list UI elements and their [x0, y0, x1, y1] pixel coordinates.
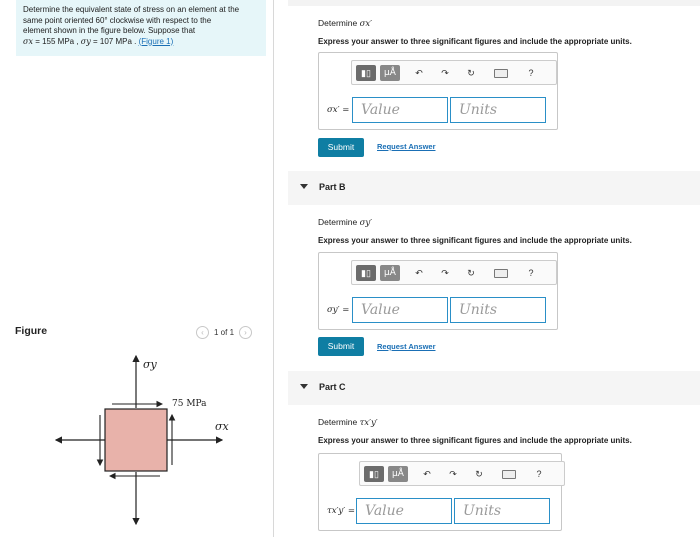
pager-count: 1 of 1	[214, 328, 235, 337]
part-c-units-input[interactable]: Units	[454, 498, 550, 524]
part-c-field-label	[327, 505, 355, 516]
part-b-question-prefix: Determine	[318, 217, 360, 227]
units-mu-icon[interactable]: μÅ	[380, 265, 400, 281]
part-a-request-answer-link[interactable]: Request Answer	[377, 142, 436, 151]
problem-line-1: Determine the equivalent state of stress on an element at the	[23, 5, 240, 14]
part-b-submit-button[interactable]: Submit	[318, 337, 364, 356]
reset-icon[interactable]: ↻	[467, 68, 475, 78]
help-icon[interactable]: ?	[528, 268, 534, 278]
keyboard-icon[interactable]	[494, 269, 508, 278]
reset-icon[interactable]: ↻	[467, 268, 475, 278]
left-panel	[0, 0, 272, 537]
top-strip	[288, 0, 700, 6]
part-a-submit-button[interactable]: Submit	[318, 138, 364, 157]
part-c-toolbar	[359, 461, 565, 486]
caret-down-icon	[300, 184, 308, 189]
part-a-toolbar	[351, 60, 557, 85]
part-c-instruction: Express your answer to three significant figures and include the appropriate units.	[318, 436, 632, 445]
part-a-question	[318, 18, 372, 29]
chevron-left-icon[interactable]: ‹	[196, 326, 209, 339]
help-icon[interactable]: ?	[536, 469, 542, 479]
stress-element-figure	[50, 350, 230, 535]
part-a-instruction: Express your answer to three significant figures and include the appropriate units.	[318, 37, 632, 46]
part-c-answer-box	[318, 453, 562, 531]
label-sigma-x: σx	[215, 420, 229, 433]
undo-icon[interactable]: ↶	[415, 268, 423, 278]
part-c-value-input[interactable]: Value	[356, 498, 452, 524]
part-b-toolbar	[351, 260, 557, 285]
redo-icon[interactable]: ↷	[441, 68, 449, 78]
column-divider	[273, 0, 274, 537]
part-b-field-label-text: σy′ =	[327, 305, 350, 315]
redo-icon[interactable]: ↷	[449, 469, 457, 479]
undo-icon[interactable]: ↶	[415, 68, 423, 78]
part-b-request-answer-link[interactable]: Request Answer	[377, 342, 436, 351]
templates-icon[interactable]: ▮▯	[356, 65, 376, 81]
part-b-units-input[interactable]: Units	[450, 297, 546, 323]
chevron-right-icon[interactable]: ›	[239, 326, 252, 339]
sigma-x-value: = 155 MPa ,	[32, 36, 81, 46]
part-a-symbol: σx′	[359, 19, 373, 29]
part-b-symbol: σy′	[359, 218, 373, 228]
figure-link[interactable]: (Figure 1)	[138, 36, 174, 46]
redo-icon[interactable]: ↷	[441, 268, 449, 278]
problem-line-4	[23, 37, 259, 48]
units-mu-icon[interactable]: μÅ	[380, 65, 400, 81]
keyboard-icon[interactable]	[502, 470, 516, 479]
figure-pager	[196, 326, 252, 339]
part-b-header[interactable]	[288, 171, 700, 205]
part-a-question-prefix: Determine	[318, 18, 360, 28]
sigma-y-value: = 107 MPa .	[90, 36, 139, 46]
part-c-symbol: τx′y′	[359, 418, 378, 428]
part-a-units-input[interactable]: Units	[450, 97, 546, 123]
templates-icon[interactable]: ▮▯	[356, 265, 376, 281]
caret-down-icon	[300, 384, 308, 389]
problem-statement	[16, 0, 266, 56]
sigma-x-symbol: σx	[23, 36, 33, 46]
part-b-answer-box	[318, 252, 558, 330]
right-panel	[288, 0, 700, 537]
part-a-answer-box	[318, 52, 558, 130]
keyboard-icon[interactable]	[494, 69, 508, 78]
part-b-value-input[interactable]: Value	[352, 297, 448, 323]
part-c-field-label-text: τx′y′ =	[327, 506, 355, 516]
part-b-title: Part B	[319, 182, 346, 192]
reset-icon[interactable]: ↻	[475, 469, 483, 479]
part-c-question	[318, 417, 378, 428]
part-b-field-label	[327, 304, 349, 315]
figure-title: Figure	[15, 325, 48, 337]
part-c-header[interactable]	[288, 371, 700, 405]
part-c-title: Part C	[319, 382, 346, 392]
part-b-instruction: Express your answer to three significant figures and include the appropriate units.	[318, 236, 632, 245]
part-b-question	[318, 217, 372, 228]
part-c-question-prefix: Determine	[318, 417, 360, 427]
stress-element	[105, 409, 167, 471]
undo-icon[interactable]: ↶	[423, 469, 431, 479]
part-a-field-label	[327, 104, 349, 115]
help-icon[interactable]: ?	[528, 68, 534, 78]
sigma-y-symbol: σy	[80, 36, 91, 46]
label-shear: 75 MPa	[172, 399, 207, 409]
units-mu-icon[interactable]: μÅ	[388, 466, 408, 482]
templates-icon[interactable]: ▮▯	[364, 466, 384, 482]
part-a-value-input[interactable]: Value	[352, 97, 448, 123]
label-sigma-y: σy	[143, 358, 157, 371]
part-a-field-label-text: σx′ =	[327, 105, 350, 115]
problem-line-2: same point oriented 60° clockwise with respect to the	[23, 15, 212, 25]
problem-line-3: element shown in the figure below. Suppose that	[23, 26, 196, 35]
